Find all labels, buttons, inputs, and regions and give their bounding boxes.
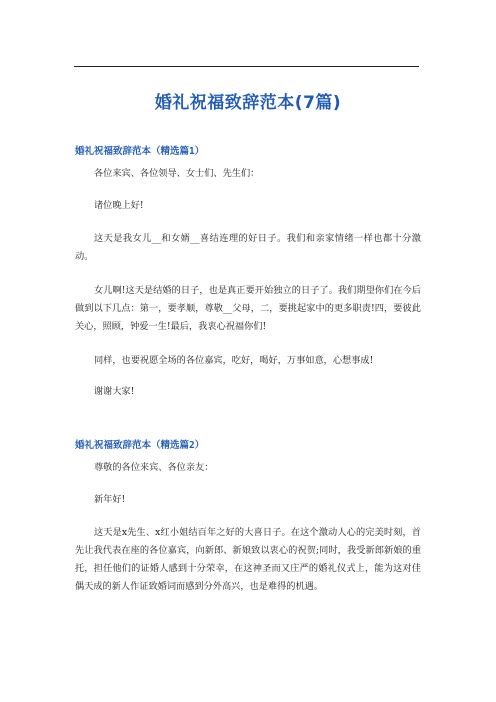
section-heading-1: 婚礼祝福致辞范本（精选篇1） bbox=[75, 146, 205, 157]
paragraph-2-2: 新年好! bbox=[94, 494, 126, 505]
header-rule bbox=[74, 66, 419, 67]
paragraph-1-3: 这天是我女儿__和女婿__喜结连理的好日子。我们和亲家情绪一样也都十分激动。 bbox=[75, 233, 421, 262]
paragraph-1-5: 同样，也要祝愿全场的各位嘉宾，吃好，喝好，万事如意，心想事成! bbox=[94, 355, 374, 366]
paragraph-1-2: 诸位晚上好! bbox=[94, 200, 144, 211]
paragraph-2-1: 尊敬的各位来宾、各位亲友： bbox=[94, 462, 214, 473]
paragraph-2-3: 这天是x先生、x红小姐结百年之好的大喜日子。在这个激动人心的完美时刻，首先让我代表在座的各位嘉宾，向新郎、新娘致以衷心的祝贺;同时，我受新郎新娘的重托，担任他们的证婚人感到十分荣幸，在这神圣而又庄严的婚礼仪式上，能为这对佳偶天成的新人作证致婚词而感到分外高兴，也是难得的机遇。 bbox=[75, 527, 421, 592]
paragraph-1-6: 谢谢大家! bbox=[94, 386, 135, 397]
section-heading-2: 婚礼祝福致辞范本（精选篇2） bbox=[75, 440, 205, 451]
paragraph-1-1: 各位来宾、各位领导、女士们、先生们： bbox=[94, 168, 260, 179]
paragraph-1-4: 女儿啊!这天是结婚的日子，也是真正要开始独立的日子了。我们期望你们在今后做到以下几点：第一，要孝顺，尊敬__父母，二，要挑起家中的更多职责!四，要彼此关心，照顾，钟爱一生!最后，我衷心祝福你们! bbox=[75, 285, 421, 332]
document-title: 婚礼祝福致辞范本(7篇) bbox=[154, 93, 342, 113]
